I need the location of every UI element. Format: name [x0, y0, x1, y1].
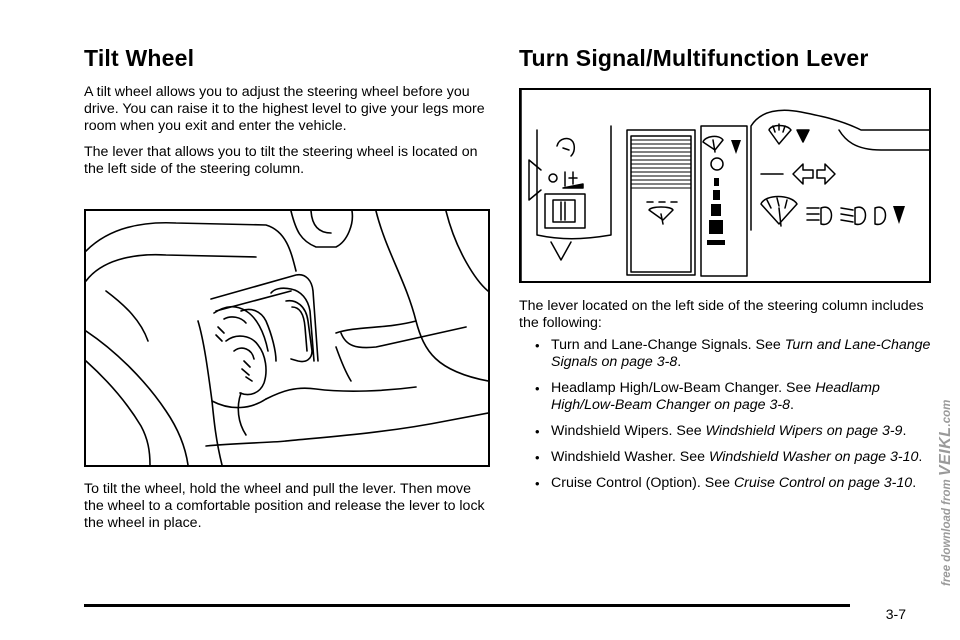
turn-signal-section	[519, 44, 931, 84]
tilt-wheel-section	[84, 44, 490, 187]
list-item: • Turn and Lane-Change Signals. See Turn and Lane-Change Signals on page 3-8.	[535, 337, 931, 370]
cross-reference: Windshield Wipers on page 3-9	[705, 423, 903, 439]
tilt-wheel-instructions: To tilt the wheel, hold the wheel and pull the lever. Then move the wheel to a comfortable position and release the lever to lock the wheel in place.	[84, 481, 485, 531]
tilt-wheel-paragraph-1: A tilt wheel allows you to adjust the steering wheel before you drive. You can raise it to the highest level to give your legs more room when you exit and enter the vehicle.	[84, 84, 485, 134]
page-number: 3-7	[885, 606, 906, 622]
tilt-lever-illustration	[84, 209, 490, 467]
list-item: • Windshield Washer. See Windshield Washer on page 3-10.	[535, 449, 923, 465]
turn-signal-heading: Turn Signal/Multifunction Lever	[519, 45, 869, 71]
multifunction-lever-illustration	[519, 88, 931, 283]
cross-reference: Turn and Lane-Change Signals on page 3-8	[551, 337, 931, 370]
tilt-wheel-heading: Tilt Wheel	[84, 45, 195, 71]
cross-reference: Headlamp High/Low-Beam Changer on page 3-8	[551, 380, 880, 413]
lever-intro-text: The lever located on the left side of the steering column includes the following:	[519, 298, 924, 331]
lever-symbols-drawing	[521, 90, 929, 281]
list-item: • Cruise Control (Option). See Cruise Control on page 3-10.	[535, 475, 917, 491]
list-item: • Headlamp High/Low-Beam Changer. See Headlamp High/Low-Beam Changer on page 3-8.	[535, 380, 880, 413]
wiper-speed-bars	[707, 140, 741, 245]
hand-on-lever-drawing	[86, 211, 488, 465]
cross-reference: Windshield Washer on page 3-10	[708, 449, 919, 465]
lever-features-list	[519, 337, 931, 501]
footer-rule	[84, 604, 850, 607]
list-item: • Windshield Wipers. See Windshield Wipers on page 3-9.	[535, 423, 907, 439]
tilt-wheel-paragraph-2: The lever that allows you to tilt the steering wheel is located on the left side of the steering column.	[84, 144, 478, 177]
cross-reference: Cruise Control on page 3-10	[733, 475, 913, 491]
watermark: free download from VEIKL.com	[937, 399, 954, 586]
